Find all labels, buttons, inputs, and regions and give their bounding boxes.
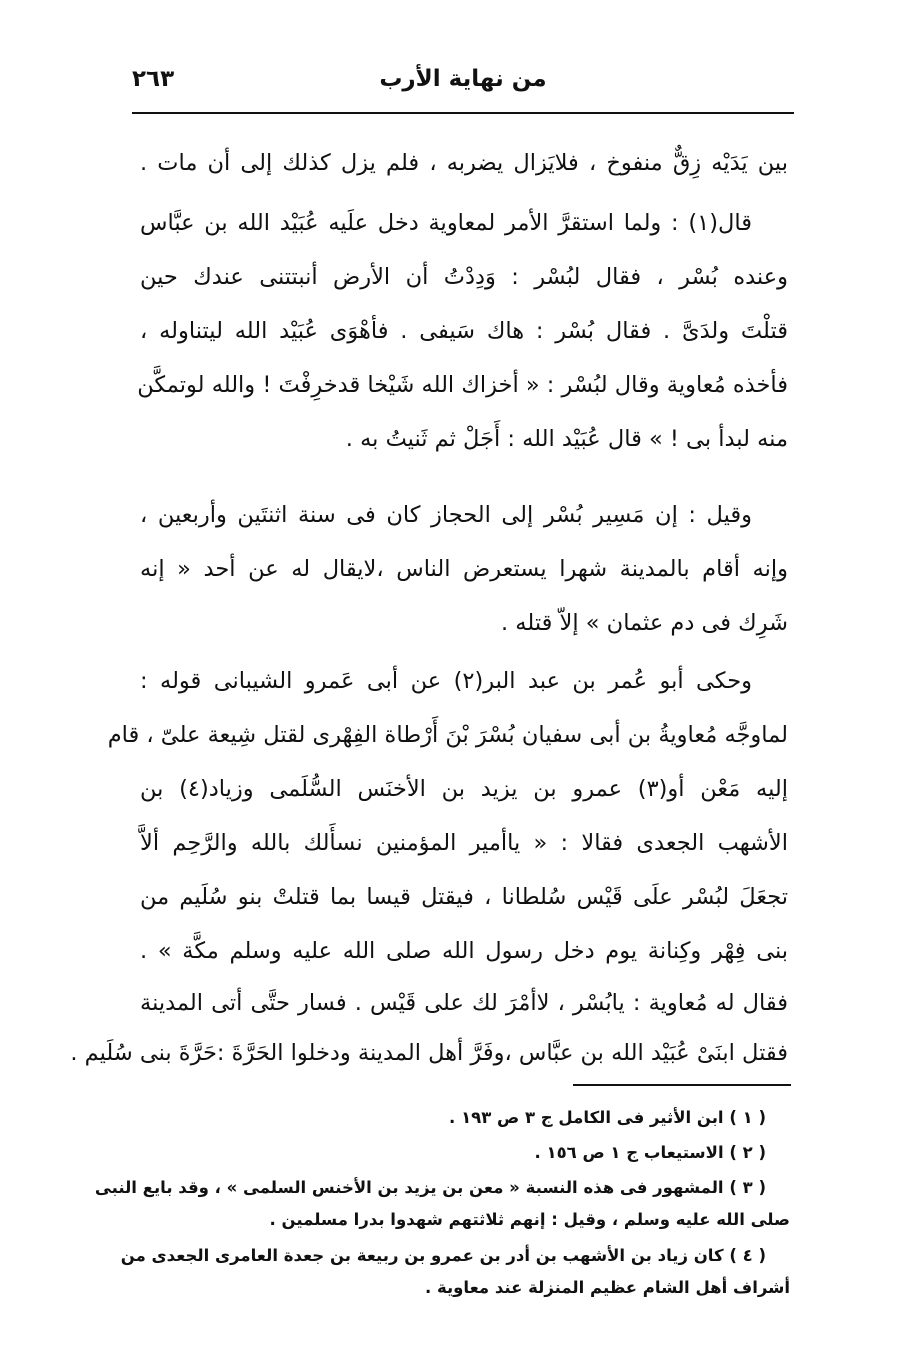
text-line-16: فقال له مُعاوية : يابُسْر ، لاأمْرَ لك على قَيْس . فسار حتَّى أتى المدينة [140,990,788,1016]
footnote-2: ( ٢ ) الاستيعاب ج ١ ص ١٥٦ . [534,1143,766,1162]
header-rule [132,112,794,114]
text-line-12: إليه مَعْن أو(٣) عمرو بن يزيد بن الأخنَس السُّلَمى وزياد(٤) بن [140,776,788,802]
text-line-15: بنى فِهْر وكِنانة يوم دخل رسول الله صلى الله عليه وسلم مكَّة » . [140,938,788,964]
running-header [132,62,794,102]
text-line-10: وحكى أبو عُمر بن عبد البر(٢) عن أبى عَمرو الشيبانى قوله : [140,668,753,694]
text-line-13: الأشهب الجعدى فقالا : « ياأمير المؤمنين نسأَلك بالله والرَّحِم ألاَّ [140,830,788,856]
footnote-3-cont: صلى الله عليه وسلم ، وقيل : إنهم ثلاثتهم شهدوا بدرا مسلمين . [269,1210,790,1229]
running-title: من نهاية الأرب [379,66,547,92]
text-line-4: قتلْتَ ولدَىَّ . فقال بُسْر : هاك سَيفى . فأهْوَى عُبَيْد الله ليتناوله ، [140,318,788,344]
text-line-2: قال(١) : ولما استقرَّ الأمر لمعاوية دخل علَيه عُبَيْد الله بن عبَّاس [140,210,752,236]
text-line-11: لماوجَّه مُعاويةُ بن أبى سفيان بُسْرَ بْنَ أَرْطاة الفِهْرى لقتل شِيعة علىّ ، قام [107,722,788,748]
text-line-3: وعنده بُسْر ، فقال لبُسْر : وَدِدْتُ أن الأرض أنبتتنى عندك حين [140,264,788,290]
page-number: ٢٦٣ [132,66,175,92]
text-line-7: وقيل : إن مَسِير بُسْر إلى الحجاز كان فى سنة اثنتَين وأربعين ، [140,502,752,528]
text-line-9: شَرِك فى دم عثمان » إلاّ قتله . [501,610,788,636]
footnote-rule [573,1084,791,1086]
footnote-1: ( ١ ) ابن الأثير فى الكامل ج ٣ ص ١٩٣ . [449,1108,766,1127]
text-line-6: منه لبدأ بى ! » قال عُبَيْد الله : أَجَلْ ثم ثَنيتُ به . [345,426,788,452]
text-line-8: وإنه أقام بالمدينة شهرا يستعرض الناس ،لايقال له عن أحد « إنه [140,556,788,582]
footnote-4: ( ٤ ) كان زياد بن الأشهب بن أدر بن عمرو بن ربيعة بن جعدة العامرى الجعدى من [120,1246,766,1265]
footnote-3: ( ٣ ) المشهور فى هذه النسبة « معن بن يزيد بن الأخنس السلمى » ، وقد بايع النبى [94,1178,766,1197]
footnote-4-cont: أشراف أهل الشام عظيم المنزلة عند معاوية . [424,1278,790,1297]
text-line-17: فقتل ابنَىْ عُبَيْد الله بن عبَّاس ،وفَرَّ أهل المدينة ودخلوا الحَرَّةَ :حَرَّةَ بنى سُلَيم . [70,1040,788,1066]
text-line-1: بين يَدَيْه زِقٌّ منفوخ ، فلايَزال يضربه ، فلم يزل كذلك إلى أن مات . [140,150,788,176]
text-line-5: فأخذه مُعاوية وقال لبُسْر : « أخزاك الله شَيْخا قدخرِفْتَ ! والله لوتمكَّن [137,372,788,398]
text-line-14: تجعَلَ لبُسْر علَى قَيْس سُلطانا ، فيقتل قيسا بما قتلتْ بنو سُلَيم من [140,884,788,910]
